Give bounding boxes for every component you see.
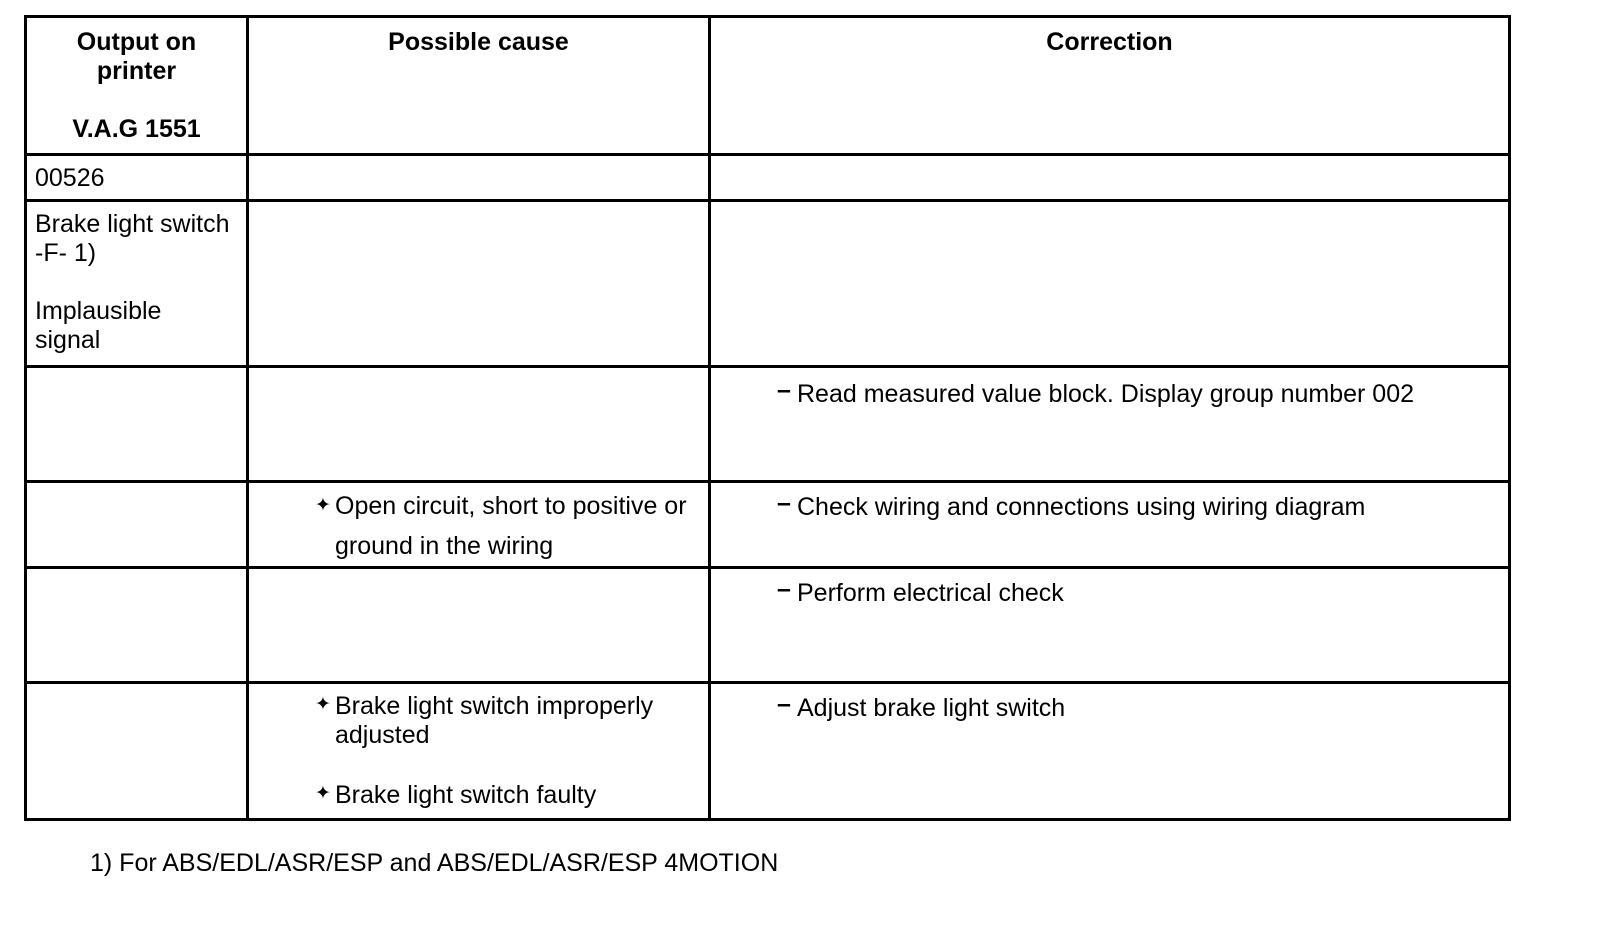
fault-table xyxy=(24,15,1511,821)
header-output-line3: V.A.G 1551 xyxy=(72,115,201,143)
component-status-line2: signal xyxy=(35,326,101,354)
correction-cell xyxy=(710,367,1510,482)
cause-cell xyxy=(248,683,710,820)
empty-cell xyxy=(248,155,710,201)
correction-text: Adjust brake light switch xyxy=(797,694,1066,722)
table-row xyxy=(26,482,1510,568)
header-output-line1: Output on xyxy=(76,28,197,56)
correction-item xyxy=(711,376,1508,409)
table-row xyxy=(26,568,1510,683)
table-row xyxy=(26,367,1510,482)
empty-cell xyxy=(248,201,710,367)
header-possible-cause xyxy=(248,17,710,155)
empty-cell xyxy=(248,568,710,683)
cause-item xyxy=(249,692,665,750)
cause-text: Brake light switch faulty xyxy=(335,781,597,809)
correction-text: Check wiring and connections using wiring diagram xyxy=(797,493,1366,521)
correction-item xyxy=(711,575,1508,608)
correction-cell xyxy=(710,568,1510,683)
dash-icon: – xyxy=(777,489,791,517)
empty-cell xyxy=(248,367,710,482)
fault-code: 00526 xyxy=(35,164,105,192)
component-status-line1: Implausible xyxy=(35,297,162,325)
component-cell xyxy=(26,201,248,367)
correction-item xyxy=(711,690,1508,723)
footnote: 1) For ABS/EDL/ASR/ESP and ABS/EDL/ASR/ESP 4MOTION xyxy=(90,849,779,877)
cause-cell xyxy=(248,482,710,568)
header-possible-cause-label: Possible cause xyxy=(388,28,569,56)
correction-item xyxy=(711,489,1508,522)
correction-cell xyxy=(710,482,1510,568)
cause-text: Open circuit, short to positive or ground in the wiring xyxy=(335,492,687,560)
cause-item xyxy=(249,781,708,810)
empty-cell xyxy=(710,201,1510,367)
dash-icon: – xyxy=(777,376,791,404)
table-row-component xyxy=(26,201,1510,367)
header-correction xyxy=(710,17,1510,155)
dash-icon: – xyxy=(777,690,791,718)
empty-cell xyxy=(26,482,248,568)
bullet-icon: ✦ xyxy=(315,694,331,715)
cause-item xyxy=(249,486,708,566)
empty-cell xyxy=(26,367,248,482)
component-name-line1: Brake light switch xyxy=(35,210,230,238)
header-row xyxy=(26,17,1510,155)
fault-code-cell xyxy=(26,155,248,201)
dash-icon: – xyxy=(777,575,791,603)
header-output-on-printer xyxy=(26,17,248,155)
header-output-line2: printer xyxy=(96,57,177,85)
component-name-line2: -F- 1) xyxy=(35,239,97,267)
table-row xyxy=(26,683,1510,820)
empty-cell xyxy=(26,683,248,820)
header-correction-label: Correction xyxy=(1046,28,1173,56)
table-row-fault-code xyxy=(26,155,1510,201)
cause-text: Brake light switch improperly adjusted xyxy=(335,692,654,749)
bullet-icon: ✦ xyxy=(315,495,331,516)
correction-cell xyxy=(710,683,1510,820)
empty-cell xyxy=(26,568,248,683)
empty-cell xyxy=(710,155,1510,201)
bullet-icon: ✦ xyxy=(315,783,331,804)
correction-text: Read measured value block. Display group number 002 xyxy=(797,380,1415,408)
correction-text: Perform electrical check xyxy=(797,579,1064,607)
